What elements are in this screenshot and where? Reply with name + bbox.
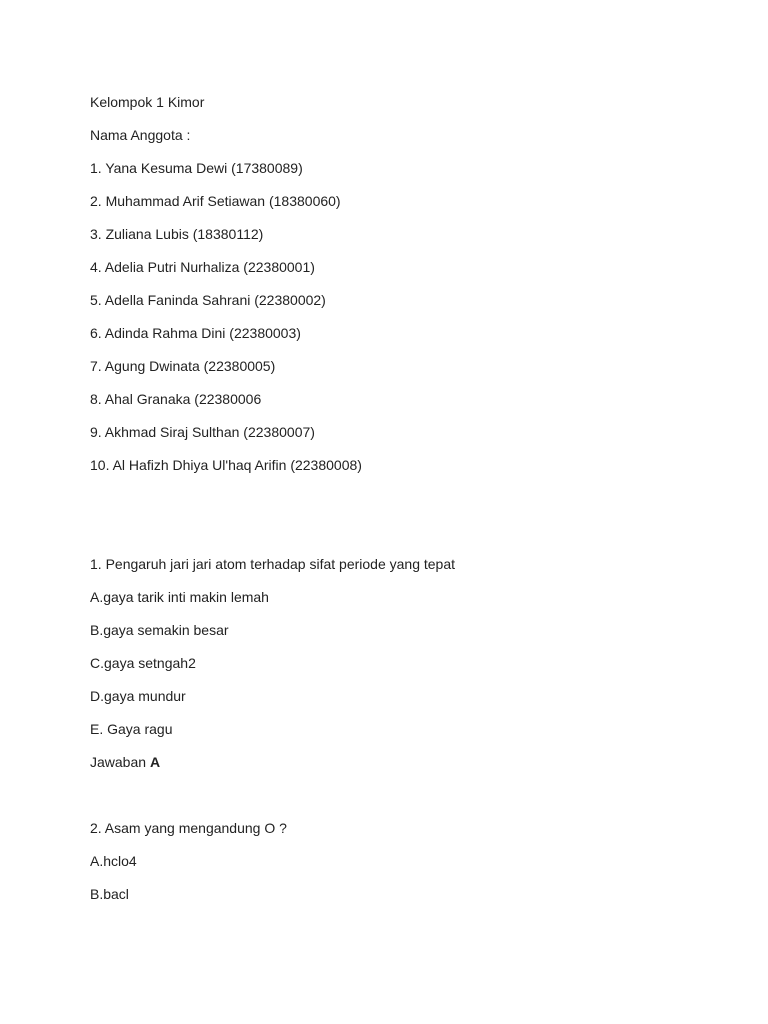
member-item: 7. Agung Dwinata (22380005)	[90, 358, 276, 374]
group-title: Kelompok 1 Kimor	[90, 94, 205, 110]
member-item: 6. Adinda Rahma Dini (22380003)	[90, 325, 301, 341]
members-label: Nama Anggota :	[90, 127, 191, 143]
answer-label: Jawaban	[90, 754, 150, 770]
document-page	[90, 92, 710, 917]
answer-line	[90, 752, 710, 772]
option-item: A.gaya tarik inti makin lemah	[90, 589, 269, 605]
member-item: 10. Al Hafizh Dhiya Ul'haq Arifin (22380008)	[90, 457, 362, 473]
answer-value: A	[149, 754, 161, 770]
option-item: B.gaya semakin besar	[90, 622, 229, 638]
member-item: 5. Adella Faninda Sahrani (22380002)	[90, 292, 326, 308]
member-list	[90, 158, 710, 475]
option-item: D.gaya mundur	[90, 688, 186, 704]
option-item: A.hclo4	[90, 853, 137, 869]
option-item: B.bacl	[90, 886, 129, 902]
option-item: C.gaya setngah2	[90, 655, 196, 671]
member-item: 2. Muhammad Arif Setiawan (18380060)	[90, 193, 341, 209]
member-item: 3. Zuliana Lubis (18380112)	[90, 226, 264, 242]
member-item: 1. Yana Kesuma Dewi (17380089)	[90, 160, 303, 176]
blank-space	[90, 488, 710, 554]
blank-space	[90, 785, 710, 818]
question-text: 2. Asam yang mengandung O ?	[90, 820, 287, 836]
member-item: 9. Akhmad Siraj Sulthan (22380007)	[90, 424, 315, 440]
question-text: 1. Pengaruh jari jari atom terhadap sifat periode yang tepat	[90, 556, 456, 572]
option-item: E. Gaya ragu	[90, 721, 173, 737]
question-block	[90, 554, 710, 772]
question-block	[90, 818, 710, 904]
member-item: 4. Adelia Putri Nurhaliza (22380001)	[90, 259, 315, 275]
member-item: 8. Ahal Granaka (22380006	[90, 391, 262, 407]
